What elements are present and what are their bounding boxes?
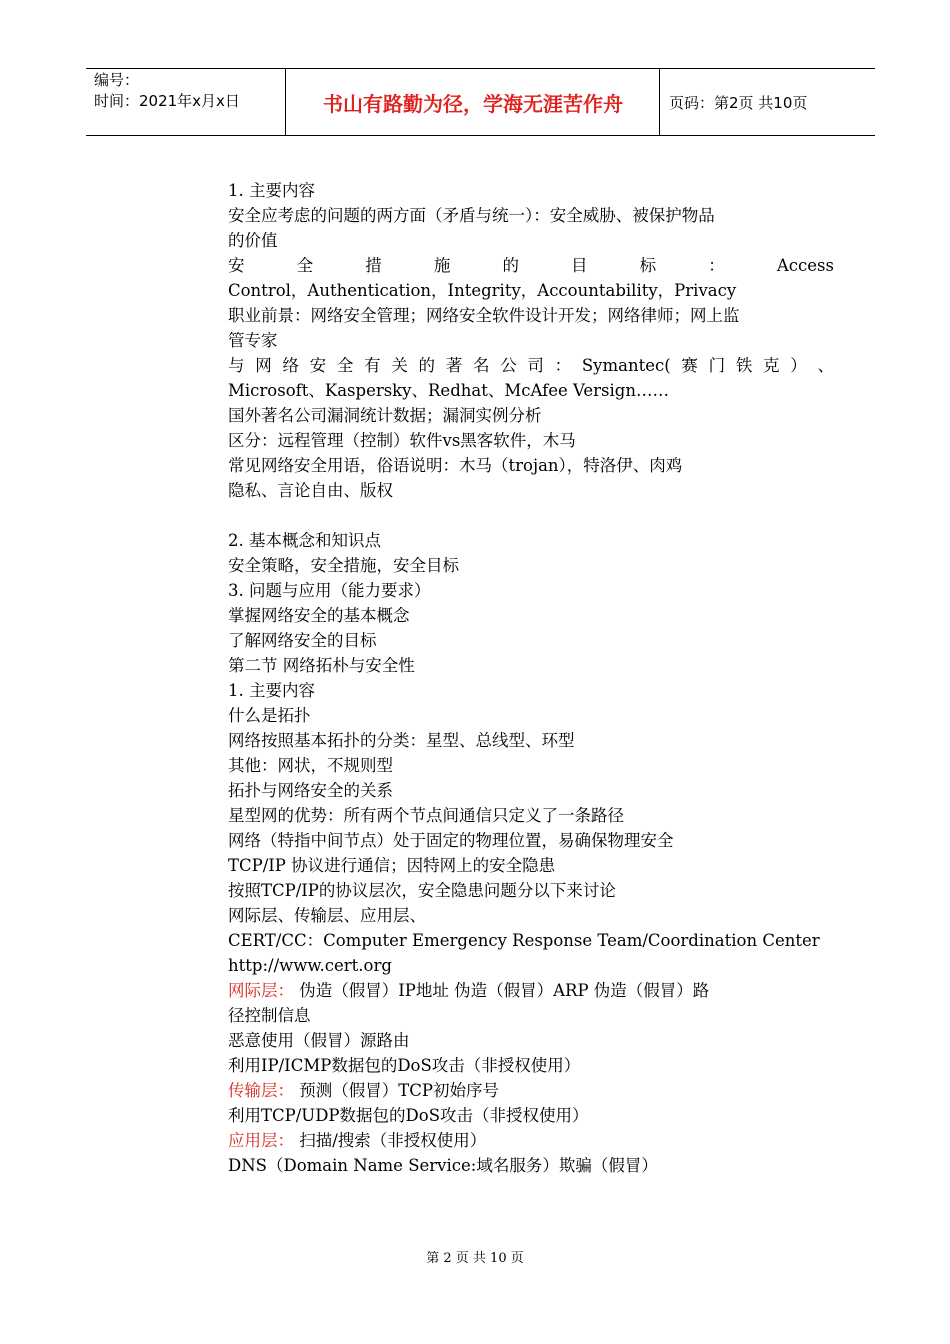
word: 施 <box>433 256 451 275</box>
text-line: 安全策略，安全措施，安全目标 <box>228 556 459 575</box>
text-line: 按照TCP/IP的协议层次，安全隐患问题分以下来讨论 <box>228 881 616 900</box>
word: 克 <box>763 356 780 375</box>
page-footer: 第 2 页 共 10 页 <box>426 1251 524 1266</box>
text-line <box>228 1128 834 1153</box>
text-span: 伪造（假冒）IP地址 伪造（假冒）ARP 伪造（假冒）路 <box>294 981 710 1000</box>
chapter-heading: 第二节 网络拓朴与安全性 <box>228 656 415 675</box>
word: ： <box>554 356 572 375</box>
word: 全 <box>336 356 354 375</box>
page-header <box>86 68 875 136</box>
text-line: 其他：网状，不规则型 <box>228 756 393 775</box>
text-line: 径控制信息 <box>228 1006 311 1025</box>
text-line: 恶意使用（假冒）源路由 <box>228 1031 410 1050</box>
word: 赛 <box>681 356 698 375</box>
word: 网 <box>255 356 272 375</box>
word: 铁 <box>735 356 753 375</box>
text-line: 管专家 <box>228 331 278 350</box>
layer-label-transport: 传输层： <box>228 1081 294 1100</box>
header-meta <box>94 70 240 112</box>
layer-label-network: 网际层： <box>228 981 294 1000</box>
text-line: 隐私、言论自由、版权 <box>228 481 393 500</box>
number-label: 编号： <box>94 71 140 89</box>
word: 的 <box>502 256 519 275</box>
word: Access <box>776 256 834 275</box>
blank-line <box>228 503 834 528</box>
text-line: 了解网络安全的目标 <box>228 631 377 650</box>
text-line: 职业前景：网络安全管理；网络安全软件设计开发；网络律师；网上监 <box>228 306 740 325</box>
header-motto: 书山有路勤为径，学海无涯苦作舟 <box>323 91 623 116</box>
word: ： <box>708 256 725 275</box>
word: 有 <box>364 356 381 375</box>
text-line <box>228 1078 834 1103</box>
text-line: 拓扑与网络安全的关系 <box>228 781 393 800</box>
text-line: 网际层、传输层、应用层、 <box>228 906 426 925</box>
text-line-justified <box>228 353 834 378</box>
text-line: CERT/CC：Computer Emergency Response Team/Coordination Center <box>228 931 820 950</box>
word: 目 <box>571 256 588 275</box>
word: ） <box>790 356 807 375</box>
text-line: 什么是拓扑 <box>228 706 311 725</box>
text-line: 利用IP/ICMP数据包的DoS攻击（非授权使用） <box>228 1056 581 1075</box>
section-heading: 3. 问题与应用（能力要求） <box>228 581 431 600</box>
document-body <box>228 178 834 1178</box>
word: 关 <box>391 356 408 375</box>
word: Symantec( <box>581 356 671 375</box>
text-line: Microsoft、Kaspersky、Redhat、McAfee Versign…… <box>228 381 669 400</box>
text-line: 的价值 <box>228 231 278 250</box>
word: 的 <box>418 356 436 375</box>
word: 全 <box>296 256 314 275</box>
word: 络 <box>282 356 299 375</box>
header-page-label: 页码：第2页 共10页 <box>669 93 808 112</box>
text-line: 国外著名公司漏洞统计数据；漏洞实例分析 <box>228 406 542 425</box>
word: 标 <box>639 256 657 275</box>
word: 安 <box>309 356 327 375</box>
text-line: http://www.cert.org <box>228 956 392 975</box>
word: 著 <box>445 356 463 375</box>
text-line: DNS（Domain Name Service:域名服务）欺骗（假冒） <box>228 1156 658 1175</box>
word: 公 <box>500 356 517 375</box>
text-line: 常见网络安全用语，俗语说明：木马（trojan），特洛伊、肉鸡 <box>228 456 683 475</box>
layer-label-application: 应用层： <box>228 1131 294 1150</box>
time-label: 时间：2021年x月x日 <box>94 92 240 110</box>
word: 、 <box>817 356 834 375</box>
word: 司 <box>527 356 544 375</box>
text-line: Control，Authentication，Integrity，Accountability，Privacy <box>228 281 737 300</box>
text-line <box>228 978 834 1003</box>
text-span: 扫描/搜索（非授权使用） <box>294 1131 487 1150</box>
word: 门 <box>708 356 726 375</box>
text-line: 网络（特指中间节点）处于固定的物理位置，易确保物理安全 <box>228 831 674 850</box>
text-line: 区分：远程管理（控制）软件vs黑客软件，木马 <box>228 431 576 450</box>
text-line: 利用TCP/UDP数据包的DoS攻击（非授权使用） <box>228 1106 589 1125</box>
text-line: 掌握网络安全的基本概念 <box>228 606 410 625</box>
text-line: 1. 主要内容 <box>228 181 315 200</box>
word: 与 <box>228 356 245 375</box>
word: 措 <box>365 256 382 275</box>
text-line: 星型网的优势：所有两个节点间通信只定义了一条路径 <box>228 806 624 825</box>
text-line: 网络按照基本拓扑的分类：星型、总线型、环型 <box>228 731 575 750</box>
text-span: 预测（假冒）TCP初始序号 <box>294 1081 499 1100</box>
text-line-justified <box>228 253 834 278</box>
word: 名 <box>472 356 490 375</box>
word: 安 <box>228 256 245 275</box>
text-line: TCP/IP 协议进行通信；因特网上的安全隐患 <box>228 856 556 875</box>
section-heading: 2. 基本概念和知识点 <box>228 531 381 550</box>
text-line: 安全应考虑的问题的两方面（矛盾与统一）：安全威胁、被保护物品 <box>228 206 715 225</box>
section-heading: 1. 主要内容 <box>228 681 315 700</box>
